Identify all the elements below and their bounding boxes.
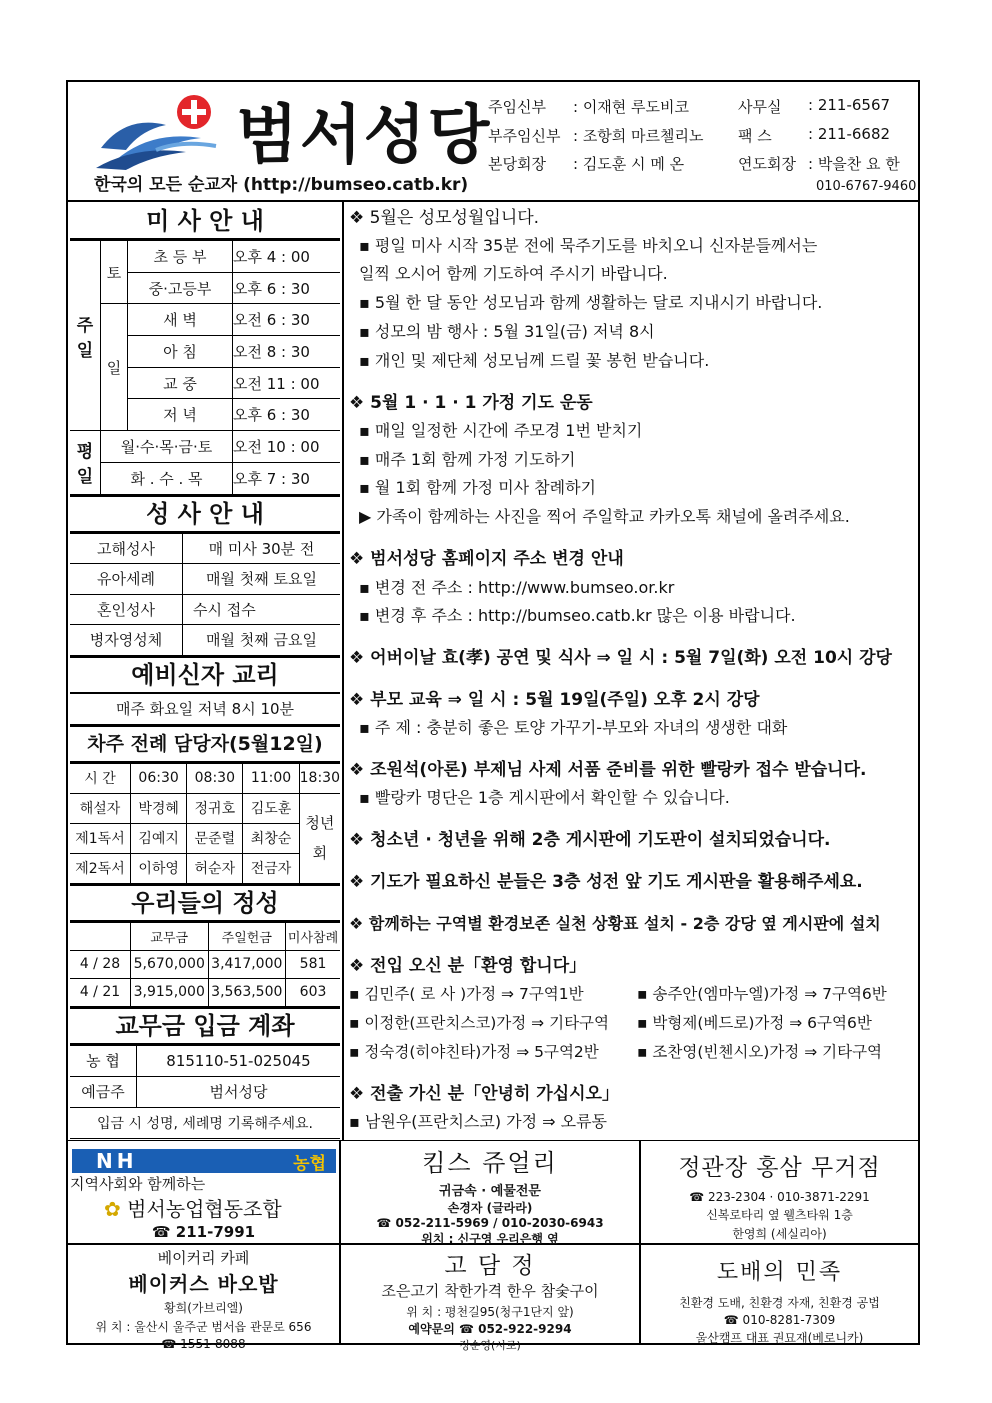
mass-name: 교 중 [128, 367, 233, 399]
liturgy-cell: 정귀호 [187, 793, 243, 823]
mass-time: 오후 6 : 30 [233, 399, 341, 431]
mass-title: 미 사 안 내 [70, 204, 340, 240]
godam-sub: 조은고기 착한가격 한우 참숯구이 [381, 1282, 599, 1300]
ad-godam [340, 1244, 640, 1352]
sacrament-name: 고해성사 [70, 533, 183, 564]
liturgy-table [70, 763, 340, 884]
notice-head: ❖ 기도가 필요하신 분들은 3층 성전 앞 기도 게시판을 활용해주세요. [349, 872, 863, 892]
account-holder: 범서성당 [137, 1076, 341, 1107]
account-holder-label: 예금주 [70, 1076, 137, 1107]
liturgy-cell: 문준렬 [187, 823, 243, 853]
union-name: : 박을찬 요 한 [808, 155, 900, 173]
liturgy-cell: 이하영 [131, 853, 187, 883]
mass-name: 중·고등부 [128, 272, 233, 304]
offering-header: 주일헌금 [208, 922, 286, 950]
notice-head: ❖ 부모 교육 ⇒ 일 시 : 5월 19일(주일) 오후 2시 강당 [349, 690, 760, 710]
mass-name: 초 등 부 [128, 241, 233, 273]
mass-table [70, 240, 340, 495]
column-divider [342, 202, 344, 1140]
liturgy-cell: 박경혜 [131, 793, 187, 823]
offering-cell: 3,417,000 [208, 950, 286, 978]
sacrament-name: 유아세례 [70, 564, 183, 595]
union-phone: 010-6767-9460 [816, 179, 917, 194]
notice-head: ❖ 전입 오신 분「환영 합니다」 [349, 956, 587, 976]
left-column [70, 204, 340, 1139]
fax-label: 팩 스 [738, 127, 772, 145]
bakery-phone: ☎ 1551-8088 [161, 1337, 246, 1351]
ad-kims [340, 1140, 640, 1244]
offering-title: 우리들의 정성 [70, 884, 340, 922]
bakery-owner: 황희(가브리엘) [164, 1301, 243, 1315]
paint-sub: 친환경 도배, 친환경 자재, 친환경 공법 [679, 1296, 880, 1310]
nh-logo-text: NH [96, 1149, 138, 1173]
offering-cell: 5,670,000 [131, 950, 209, 978]
liturgy-header: 06:30 [131, 763, 187, 793]
sacrament-value: 매 미사 30분 전 [183, 533, 341, 564]
church-title: 범서성당 [236, 99, 492, 173]
assistant-name: : 조항희 마르첼리노 [573, 127, 704, 145]
sacrament-title: 성 사 안 내 [70, 495, 340, 533]
liturgy-header: 11:00 [243, 763, 299, 793]
ginseng-address: 신복로타리 옆 웰츠타워 1층 [706, 1208, 853, 1222]
godam-address: 위 치 : 평천길95(청구1단지 앞) [406, 1305, 574, 1319]
liturgy-cell: 전금자 [243, 853, 299, 883]
mass-name: 화 . 수 . 목 [101, 462, 233, 494]
union-label: 연도회장 [738, 155, 796, 173]
nh-logo [72, 1149, 336, 1173]
nh-name-text: 범서농업협동조합 [127, 1197, 282, 1221]
sunday-day-label: 일 [101, 304, 128, 431]
notice-line: ▶ 가족이 함께하는 사진을 찍어 주일학교 카카오톡 채널에 올려주세요. [359, 507, 850, 526]
sacrament-name: 혼인성사 [70, 594, 183, 625]
chair-name: : 김도훈 시 메 온 [573, 155, 685, 173]
notice-line: ▪ 변경 전 주소 : http://www.bumseo.or.kr [359, 578, 675, 597]
notice-line: ▪ 변경 후 주소 : http://bumseo.catb.kr 많은 이용 바랍니다. [359, 606, 796, 625]
welcome-item: ▪ 송주안(엠마누엘)가정 ⇒ 7구역6반 [637, 985, 887, 1003]
liturgy-cell: 최창순 [243, 823, 299, 853]
ginseng-owner: 한영희 (세실리아) [732, 1227, 827, 1241]
notice-line: ▪ 주 제 : 충분히 좋은 토양 가꾸기-부모와 자녀의 생생한 대화 [359, 718, 788, 737]
chair-label: 본당회장 [488, 155, 546, 173]
kims-phone: ☎ 052-211-5969 / 010-2030-6943 [376, 1216, 604, 1230]
godam-phone: 예약문의 ☎ 052-922-9294 [408, 1322, 572, 1336]
nh-phone: ☎ 211-7991 [151, 1223, 256, 1241]
liturgy-role: 제2독서 [70, 853, 131, 883]
ad-paint [640, 1244, 918, 1345]
account-note: 입금 시 성명, 세례명 기록해주세요. [70, 1107, 340, 1138]
mass-time: 오후 6 : 30 [233, 272, 341, 304]
godam-owner: 정순영(시로) [459, 1339, 521, 1352]
paint-owner: 울산캠프 대표 권묘재(베로니카) [695, 1331, 864, 1345]
account-table [70, 1045, 340, 1139]
kims-sub: 귀금속 · 예물전문 [439, 1184, 541, 1199]
office-phone: : 211-6567 [808, 96, 891, 114]
mass-time: 오전 10 : 00 [233, 431, 341, 463]
offering-date: 4 / 21 [70, 978, 131, 1006]
offering-cell: 603 [286, 978, 340, 1006]
mass-time: 오전 11 : 00 [233, 367, 341, 399]
mass-name: 아 침 [128, 336, 233, 368]
ad-nh [68, 1140, 340, 1244]
notice-head: ❖ 5월은 성모성월입니다. [349, 208, 540, 228]
bulletin-frame [66, 80, 920, 1352]
sacrament-name: 병자영성체 [70, 625, 183, 656]
mass-name: 저 녁 [128, 399, 233, 431]
notice-head: ❖ 범서성당 홈페이지 주소 변경 안내 [349, 549, 624, 569]
notice-line: ▪ 월 1회 함께 가정 미사 참례하기 [359, 478, 597, 497]
mass-name: 월·수·목·금·토 [101, 431, 233, 463]
ginseng-phone: ☎ 223-2304 · 010-3871-2291 [689, 1190, 870, 1204]
offering-table [70, 922, 340, 1007]
godam-name: 고 담 정 [444, 1253, 536, 1279]
bakery-address: 위 치 : 울산시 울주군 범서읍 관문로 656 [95, 1320, 312, 1334]
ginseng-name: 정관장 홍삼 무거점 [678, 1155, 881, 1181]
notice-line: ▪ 성모의 밤 행사 : 5월 31일(금) 저녁 8시 [359, 322, 655, 341]
notice-line: ▪ 개인 및 제단체 성모님께 드릴 꽃 봉헌 받습니다. [359, 351, 710, 370]
nh-name [104, 1193, 282, 1222]
farewell-head: ❖ 전출 가신 분「안녕히 가십시오」 [349, 1084, 619, 1104]
saturday-label: 토 [101, 241, 128, 304]
notice-line: ▪ 5월 한 달 동안 성모님과 함께 생활하는 달로 지내시기 바랍니다. [359, 293, 823, 312]
notice-line: ▪ 빨랑카 명단은 1층 게시판에서 확인할 수 있습니다. [359, 788, 730, 807]
paint-phone: ☎ 010-8281-7309 [723, 1313, 836, 1327]
assistant-label: 부주임신부 [488, 127, 561, 145]
header [68, 82, 918, 202]
notice-line: ▪ 매주 1회 함께 가정 기도하기 [359, 450, 576, 469]
liturgy-title: 차주 전례 담당자(5월12일) [70, 725, 340, 763]
offering-header: 교무금 [131, 922, 209, 950]
fax-phone: : 211-6682 [808, 125, 891, 143]
kims-location: 위치 : 신구영 우리은행 옆 [421, 1232, 559, 1246]
notice-head: ❖ 청소년 · 청년을 위해 2층 게시판에 기도판이 설치되었습니다. [349, 830, 831, 850]
liturgy-cell: 김도훈 [243, 793, 299, 823]
account-bank: 농 협 [70, 1045, 137, 1076]
office-label: 사무실 [738, 98, 782, 116]
pastor-name: : 이재현 루도비코 [573, 98, 690, 116]
nh-logo-korean: 농협 [293, 1153, 326, 1174]
notice-line: ▪ 매일 일정한 시간에 주모경 1번 받치기 [359, 421, 643, 440]
liturgy-header: 18:30 [299, 763, 340, 793]
liturgy-role: 제1독서 [70, 823, 131, 853]
welcome-item: ▪ 조찬영(빈첸시오)가정 ⇒ 기타구역 [637, 1043, 883, 1061]
mass-time: 오전 8 : 30 [233, 336, 341, 368]
mass-time: 오전 6 : 30 [233, 304, 341, 336]
offering-cell: 3,563,500 [208, 978, 286, 1006]
notice-line: 일찍 오시어 함께 기도하여 주시기 바랍니다. [359, 264, 668, 283]
weekday-label: 평일 [70, 431, 101, 494]
sacrament-value: 매월 첫째 토요일 [183, 564, 341, 595]
welcome-item: ▪ 이정한(프란치스코)가정 ⇒ 기타구역 [349, 1014, 609, 1032]
notice-head: ❖ 5월 1 · 1 · 1 가정 기도 운동 [349, 393, 593, 413]
ad-bakery [68, 1244, 340, 1351]
church-motto: 한국의 모든 순교자 (http://bumseo.catb.kr) [94, 175, 469, 195]
mass-time: 오후 7 : 30 [233, 462, 341, 494]
notice-head: ❖ 조원석(아론) 부제님 사제 서품 준비를 위한 빨랑카 접수 받습니다. [349, 760, 867, 780]
offering-header [70, 922, 131, 950]
account-number: 815110-51-025045 [137, 1045, 341, 1076]
welcome-item: ▪ 정숙경(히야친타)가정 ⇒ 5구역2반 [349, 1043, 599, 1061]
welcome-item: ▪ 김민주( 로 사 )가정 ⇒ 7구역1반 [349, 985, 584, 1003]
sacrament-value: 매월 첫째 금요일 [183, 625, 341, 656]
kims-name: 킴스 쥬얼리 [422, 1149, 558, 1177]
bakery-name: 베이커스 바오밥 [128, 1272, 279, 1296]
liturgy-cell: 김예지 [131, 823, 187, 853]
liturgy-youth: 청년회 [299, 793, 340, 883]
offering-cell: 581 [286, 950, 340, 978]
paint-name: 도배의 민족 [716, 1260, 843, 1285]
catechumen-time: 매주 화요일 저녁 8시 10분 [70, 694, 340, 725]
notice-line: ▪ 평일 미사 시작 35분 전에 묵주기도를 바치오니 신자분들께서는 [359, 236, 818, 255]
pastor-label: 주임신부 [488, 98, 546, 116]
liturgy-header: 시 간 [70, 763, 131, 793]
offering-cell: 3,915,000 [131, 978, 209, 1006]
notice-head: ❖ 함께하는 구역별 환경보존 실천 상황표 설치 - 2층 강당 옆 게시판에 설치 [349, 914, 881, 933]
church-logo-icon [96, 90, 226, 172]
offering-date: 4 / 28 [70, 950, 131, 978]
sunday-label: 주일 [70, 241, 101, 431]
liturgy-cell: 허순자 [187, 853, 243, 883]
nh-line1: 지역사회와 함께하는 [70, 1175, 206, 1193]
catechumen-title: 예비신자 교리 [70, 656, 340, 694]
farewell-item: ▪ 남원우(프란치스코) 가정 ⇒ 오류동 [349, 1112, 608, 1131]
liturgy-header: 08:30 [187, 763, 243, 793]
account-title: 교무금 입금 계좌 [70, 1007, 340, 1045]
welcome-item: ▪ 박형제(베드로)가정 ⇒ 6구역6반 [637, 1014, 872, 1032]
sacrament-value: 수시 접수 [183, 594, 341, 625]
bakery-sub: 베이커리 카페 [157, 1249, 250, 1267]
mass-name: 새 벽 [128, 304, 233, 336]
ad-ginseng [640, 1140, 918, 1244]
sacrament-table [70, 533, 340, 656]
nh-emblem-icon: ✿ [104, 1197, 121, 1221]
notice-head: ❖ 어버이날 효(孝) 공연 및 식사 ⇒ 일 시 : 5월 7일(화) 오전 10시 강당 [349, 648, 892, 668]
liturgy-role: 해설자 [70, 793, 131, 823]
mass-time: 오후 4 : 00 [233, 241, 341, 273]
offering-header: 미사참례 [286, 922, 340, 950]
kims-owner: 손경자 (글라라) [447, 1201, 533, 1215]
